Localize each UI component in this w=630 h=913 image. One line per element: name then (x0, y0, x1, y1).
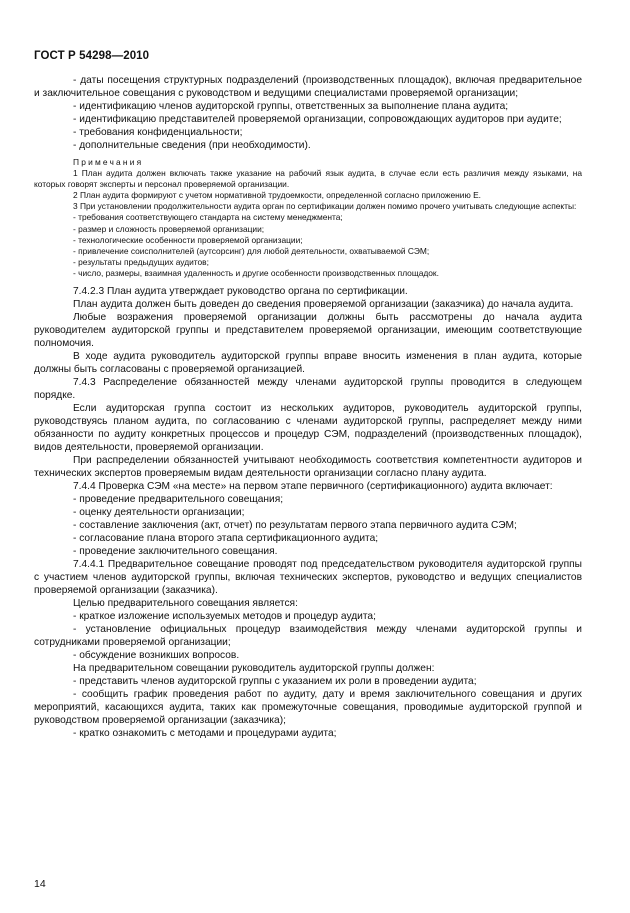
note-item: - технологические особенности проверяемой организации; (73, 234, 303, 245)
paragraph: Целью предварительного совещания является: (73, 598, 298, 610)
list-item: - краткое изложение используемых методов и процедур аудита; (73, 611, 376, 623)
list-item: - обсуждение возникших вопросов. (73, 650, 240, 662)
note-item: - результаты предыдущих аудитов; (73, 256, 209, 267)
paragraph: - идентификацию членов аудиторской группы, ответственных за выполнение плана аудита; (73, 101, 509, 112)
notes-block (34, 157, 582, 279)
paragraph: Любые возражения проверяемой организации должны быть рассмотрены до начала аудита руководителем аудиторской группы и представителем проверяемой организации, имеющим соответствующие полномочия. (34, 312, 582, 350)
list-item: - проведение предварительного совещания; (73, 494, 284, 506)
paragraph: 7.4.3 Распределение обязанностей между членами аудиторской группы проводится в следующем порядке. (34, 377, 582, 402)
paragraph: При распределении обязанностей учитывают необходимость соответствия компетентности аудиторов и технических экспертов проверяемым видам деятельности организации согласно плану аудита. (34, 455, 582, 480)
section-7-4-body (34, 285, 582, 740)
notes-title: Примечания (73, 157, 144, 167)
page-content (34, 74, 582, 740)
paragraph: 7.4.4 Проверка СЭМ «на месте» на первом этапе первичного (сертификационного) аудита включает: (73, 481, 553, 493)
list-item: - установление официальных процедур взаимодействия между членами аудиторской группы и сотрудниками проверяемой организации; (34, 624, 582, 649)
list-item: - согласование плана второго этапа сертификационного аудита; (73, 533, 379, 545)
paragraph: 7.4.4.1 Предварительное совещание проводят под председательством руководителя аудиторской группы с участием членов аудиторской группы, включая технических экспертов, руководство и ведущих специалистов проверяемой организации (заказчика). (34, 559, 582, 597)
list-item: - сообщить график проведения работ по аудиту, дату и время заключительного совещания и других мероприятий, касающихся аудита, таких как промежуточные совещания, проводимые аудиторской группой и руководством проверяемой организации (заказчика); (34, 689, 582, 727)
standard-header: ГОСТ Р 54298—2010 (34, 50, 150, 62)
paragraph: 7.4.2.3 План аудита утверждает руководство органа по сертификации. (73, 286, 408, 298)
note-item: - требования соответствующего стандарта на систему менеджмента; (73, 212, 343, 223)
note-item: - размер и сложность проверяемой организации; (73, 223, 265, 234)
note-item: 2 План аудита формируют с учетом нормативной трудоемкости, определенной согласно приложению Е. (73, 190, 482, 201)
list-item: - кратко ознакомить с методами и процедурами аудита; (73, 728, 337, 740)
list-item: - представить членов аудиторской группы с указанием их роли в проведении аудита; (73, 676, 477, 688)
note-item: - число, размеры, взаимная удаленность и другие особенности производственных площадок. (73, 267, 439, 278)
list-item: - проведение заключительного совещания. (73, 546, 278, 558)
page-number: 14 (34, 878, 46, 890)
list-item: - оценку деятельности организации; (73, 507, 245, 519)
paragraph: План аудита должен быть доведен до сведения проверяемой организации (заказчика) до начала аудита. (73, 299, 574, 311)
paragraph: На предварительном совещании руководитель аудиторской группы должен: (73, 663, 435, 675)
paragraph: - даты посещения структурных подразделений (производственных площадок), включая предварительное и заключительное совещания с руководством и ведущими специалистами проверяемой организации; (34, 75, 582, 99)
note-item: - привлечение соисполнителей (аутсорсинг) для любой деятельности, охватываемой СЭМ; (73, 245, 430, 256)
paragraph: - идентификацию представителей проверяемой организации, сопровождающих аудиторов при аудите; (73, 114, 562, 125)
note-item: 3 При установлении продолжительности аудита орган по сертификации должен помимо прочего учитывать следующие аспекты: (73, 201, 577, 212)
plan-contents-list (34, 74, 582, 152)
paragraph: - дополнительные сведения (при необходимости). (73, 140, 311, 151)
list-item: - составление заключения (акт, отчет) по результатам первого этапа первичного аудита СЭМ; (73, 520, 517, 532)
note-item: 1 План аудита должен включать также указание на рабочий язык аудита, в случае если есть различия между языками, на которых говорят эксперты и персонал проверяемой организации. (34, 168, 582, 190)
paragraph: - требования конфиденциальности; (73, 127, 243, 138)
paragraph: Если аудиторская группа состоит из нескольких аудиторов, руководитель аудиторской группы, руководствуясь планом аудита, по согласованию с членами аудиторской группы, распределяет между ними обязанности по аудиту конкретных процессов и процедур СЭМ, подразделений (производственных площадок), видов деятельности, проверяемой организации. (34, 403, 582, 454)
paragraph: В ходе аудита руководитель аудиторской группы вправе вносить изменения в план аудита, которые должны быть согласованы с проверяемой организацией. (34, 351, 582, 376)
